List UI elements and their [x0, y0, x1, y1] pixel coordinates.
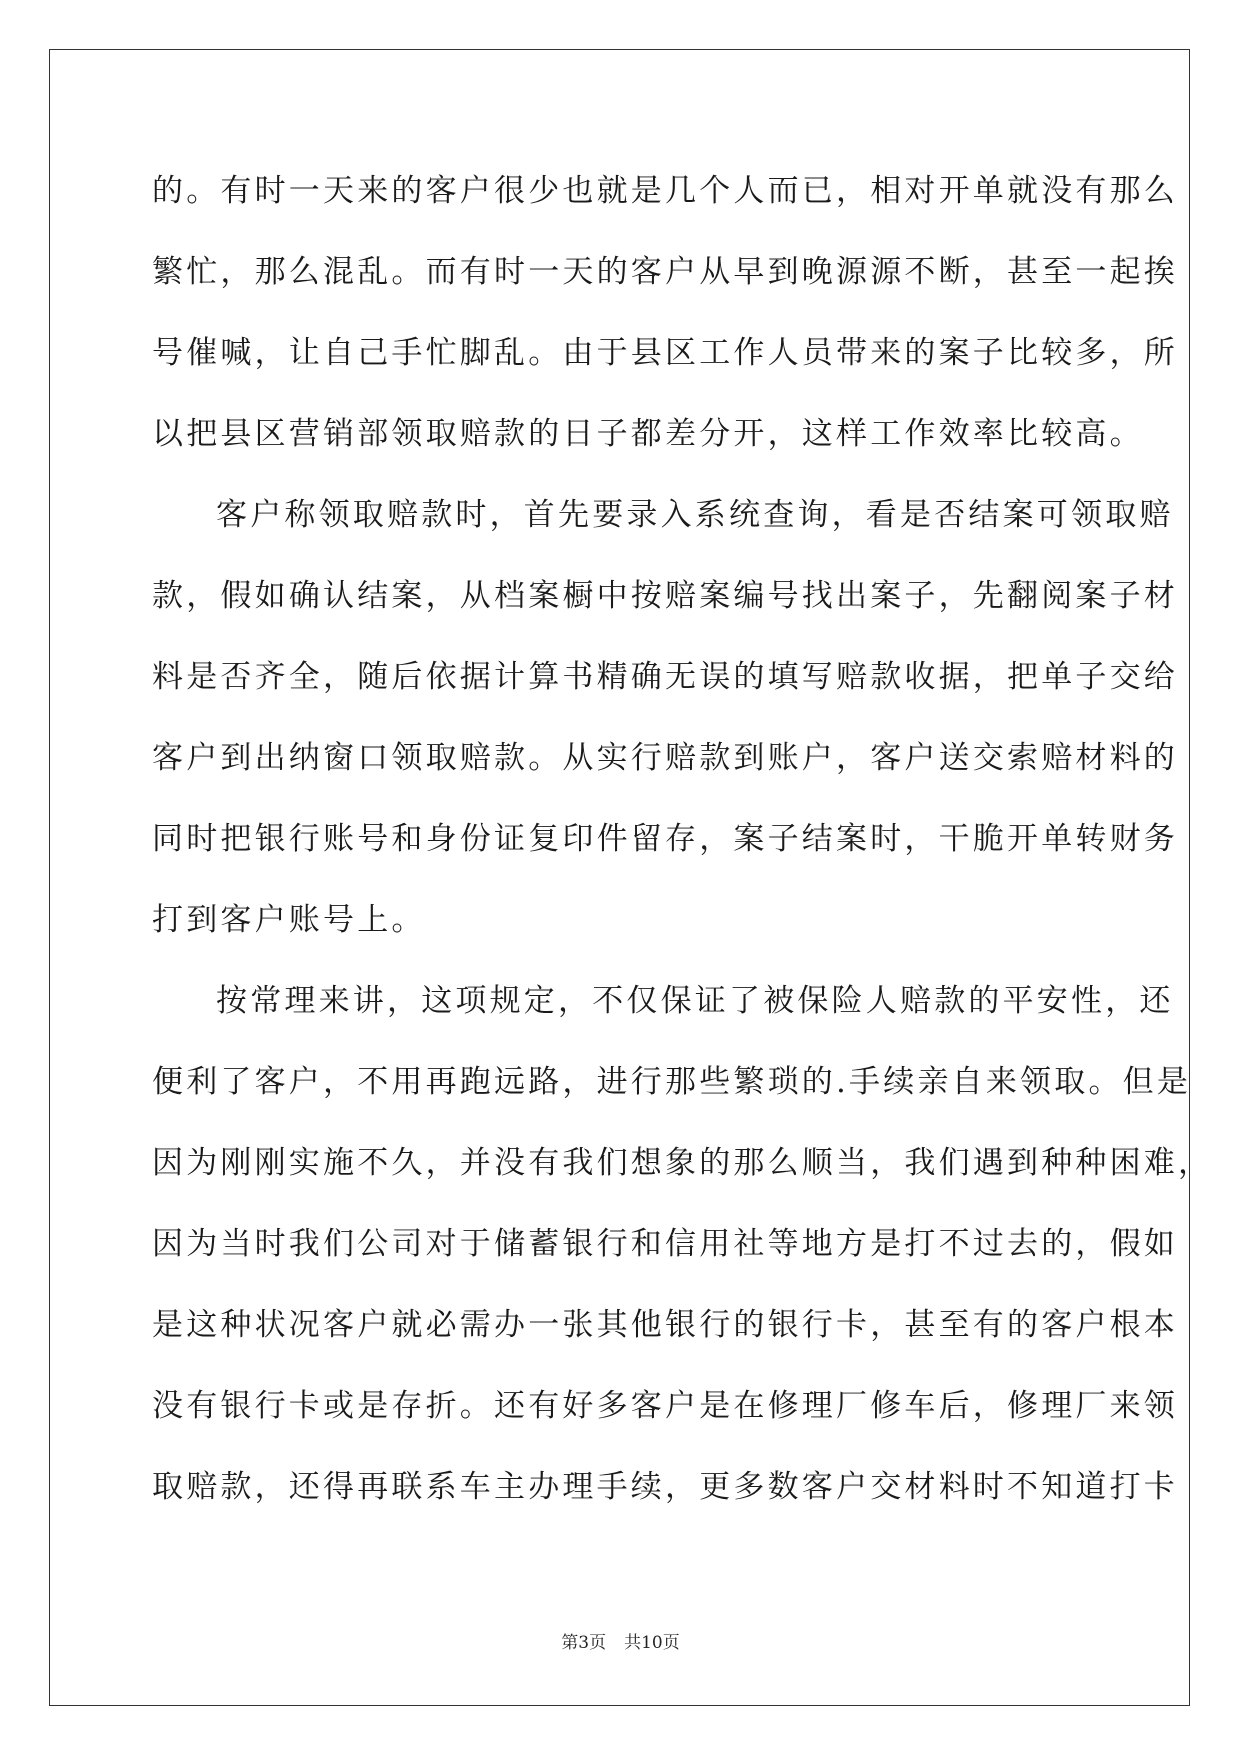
- text-line: 繁忙，那么混乱。而有时一天的客户从早到晚源源不断，甚至一起挨: [152, 254, 1178, 290]
- text-line: 同时把银行账号和身份证复印件留存，案子结案时，干脆开单转财务: [152, 821, 1178, 857]
- text-line: 以把县区营销部领取赔款的日子都差分开，这样工作效率比较高。: [152, 416, 1144, 452]
- text-line: 款，假如确认结案，从档案橱中按赔案编号找出案子，先翻阅案子材: [152, 578, 1178, 614]
- text-line: 便利了客户，不用再跑远路，进行那些繁琐的.手续亲自来领取。但是: [152, 1064, 1192, 1100]
- paragraph-start-line: 按常理来讲，这项规定，不仅保证了被保险人赔款的平安性，还: [216, 983, 1174, 1019]
- text-line: 号催喊，让自己手忙脚乱。由于县区工作人员带来的案子比较多，所: [152, 335, 1178, 371]
- text-line: 料是否齐全，随后依据计算书精确无误的填写赔款收据，把单子交给: [152, 659, 1178, 695]
- text-line: 取赔款，还得再联系车主办理手续，更多数客户交材料时不知道打卡: [152, 1469, 1178, 1505]
- paragraph-start-line: 客户称领取赔款时，首先要录入系统查询，看是否结案可领取赔: [216, 497, 1174, 533]
- text-line: 客户到出纳窗口领取赔款。从实行赔款到账户，客户送交索赔材料的: [152, 740, 1178, 776]
- document-body: [152, 160, 1213, 1537]
- text-line: 是这种状况客户就必需办一张其他银行的银行卡，甚至有的客户根本: [152, 1307, 1178, 1343]
- text-line: 因为刚刚实施不久，并没有我们想象的那么顺当，我们遇到种种困难，: [152, 1145, 1213, 1181]
- page-number: 第3页: [561, 1633, 607, 1653]
- text-line: 因为当时我们公司对于储蓄银行和信用社等地方是打不过去的，假如: [152, 1226, 1178, 1262]
- text-line: 打到客户账号上。: [152, 902, 426, 938]
- page-footer: [0, 1628, 1241, 1653]
- text-line: 没有银行卡或是存折。还有好多客户是在修理厂修车后，修理厂来领: [152, 1388, 1178, 1424]
- page-total: 共10页: [624, 1633, 680, 1653]
- text-line: 的。有时一天来的客户很少也就是几个人而已，相对开单就没有那么: [152, 173, 1178, 209]
